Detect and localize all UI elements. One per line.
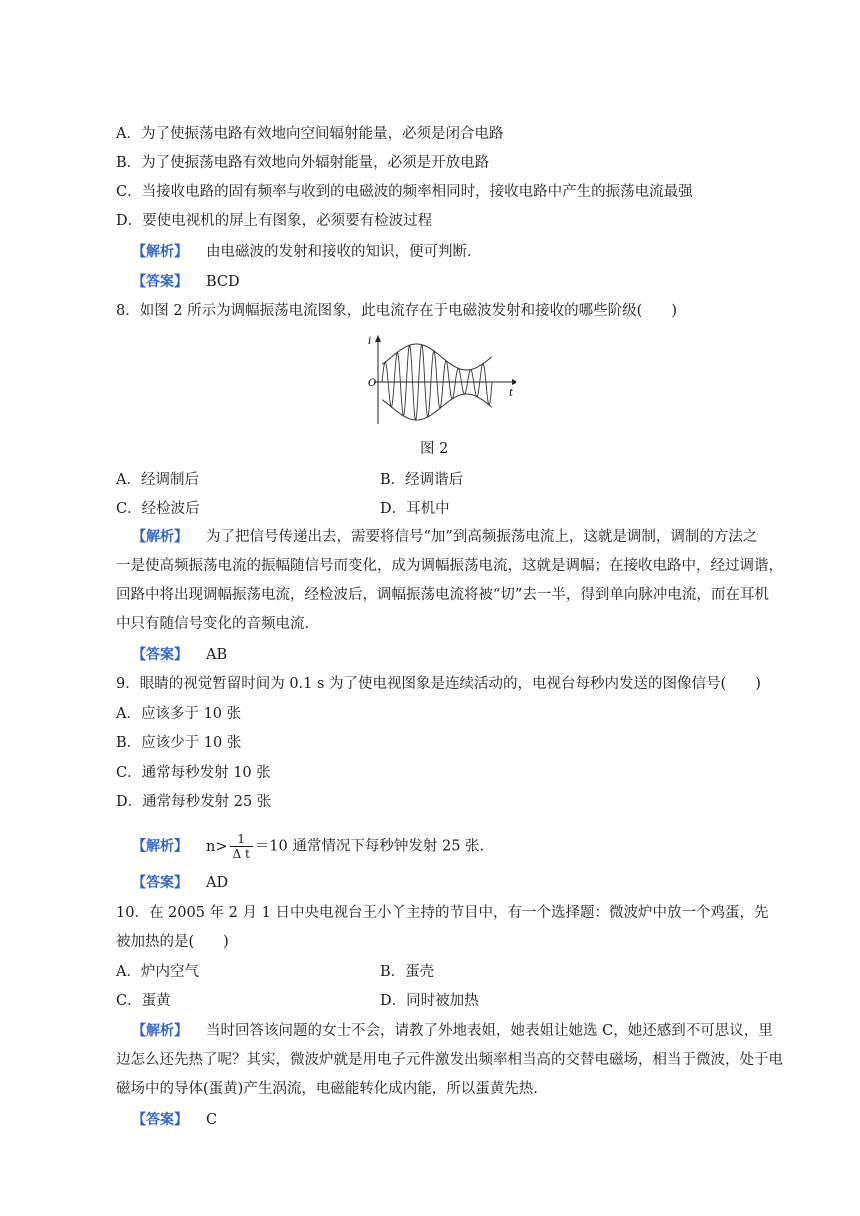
analysis xyxy=(132,527,757,547)
analysis-line: 回路中将出现调幅振荡电流，经检波后，调幅振荡电流将被“切”去一半，得到单向脉冲电流，而在耳机 xyxy=(116,587,769,603)
question-stem: 8．如图 2 所示为调幅振荡电流图象，此电流存在于电磁波发射和接收的哪些阶级( ) xyxy=(116,303,677,319)
analysis-text: 当时回答该问题的女士不会，请教了外地表姐，她表姐让她选 C，她还感到不可思议，里 xyxy=(206,1023,773,1039)
i-label: i xyxy=(368,336,372,347)
analysis-text-pre: n> xyxy=(206,838,228,855)
option-c: C．蛋黄 xyxy=(116,993,171,1009)
option-d: D．同时被加热 xyxy=(380,993,479,1009)
answer-label: 【答案】 xyxy=(132,274,188,290)
i-axis-arrow xyxy=(375,335,381,342)
option-b: B．蛋壳 xyxy=(380,964,435,980)
answer xyxy=(132,1110,217,1130)
fraction-numerator: 1 xyxy=(230,832,253,847)
option-b: B．应该少于 10 张 xyxy=(116,735,242,751)
modulated-current-figure xyxy=(366,332,516,428)
envelope-lower xyxy=(382,394,492,420)
analysis-line: 边怎么还先热了呢？其实，微波炉就是用电子元件激发出频率相当高的交替电磁场，相当于微波，处于电 xyxy=(116,1052,783,1068)
analysis-label: 【解析】 xyxy=(132,529,188,545)
analysis-text: 为了把信号传递出去，需要将信号“加”到高频振荡电流上，这就是调制，调制的方法之 xyxy=(206,529,758,545)
origin-label: O xyxy=(368,378,377,389)
analysis-label: 【解析】 xyxy=(132,838,188,855)
fraction xyxy=(230,832,253,861)
question-stem-cont: 被加热的是( ) xyxy=(116,934,229,950)
option-a: A．为了使振荡电路有效地向空间辐射能量，必须是闭合电路 xyxy=(116,126,504,142)
option-b: B．为了使振荡电路有效地向外辐射能量，必须是开放电路 xyxy=(116,155,490,171)
analysis-line: 磁场中的导体(蛋黄)产生涡流，电磁能转化成内能，所以蛋黄先热. xyxy=(116,1081,538,1097)
option-a: A．炉内空气 xyxy=(116,964,199,980)
answer-text: BCD xyxy=(206,274,240,290)
analysis-text: 由电磁波的发射和接收的知识，便可判断. xyxy=(206,244,472,260)
question-stem: 9．眼睛的视觉暂留时间为 0.1 s 为了使电视图象是连续活动的，电视台每秒内发送的图像信号( ) xyxy=(116,676,761,692)
analysis-line: 一是使高频振荡电流的振幅随信号而变化，成为调幅振荡电流，这就是调幅；在接收电路中，经过调谐， xyxy=(116,558,783,574)
option-b: B．经调谐后 xyxy=(380,472,464,488)
option-d: D．要使电视机的屏上有图象，必须要有检波过程 xyxy=(116,213,433,229)
option-d: D．耳机中 xyxy=(380,501,450,517)
option-c: C．经检波后 xyxy=(116,501,200,517)
option-a: A．经调制后 xyxy=(116,472,199,488)
analysis xyxy=(132,832,484,861)
analysis-label: 【解析】 xyxy=(132,244,188,260)
answer-text: C xyxy=(206,1112,218,1128)
answer xyxy=(132,645,227,665)
option-c: C．通常每秒发射 10 张 xyxy=(116,765,271,781)
analysis-text-post: ＝10 通常情况下每秒钟发射 25 张. xyxy=(254,838,485,855)
option-c: C．当接收电路的固有频率与收到的电磁波的频率相同时，接收电路中产生的振荡电流最强 xyxy=(116,184,693,200)
analysis xyxy=(132,1021,773,1041)
answer xyxy=(132,272,240,292)
answer-label: 【答案】 xyxy=(132,1112,188,1128)
answer-label: 【答案】 xyxy=(132,875,188,891)
answer-label: 【答案】 xyxy=(132,647,188,663)
analysis-label: 【解析】 xyxy=(132,1023,188,1039)
analysis xyxy=(132,242,472,262)
t-axis-arrow xyxy=(512,379,516,385)
question-stem: 10．在 2005 年 2 月 1 日中央电视台王小丫主持的节目中，有一个选择题：微波炉中放一个鸡蛋，先 xyxy=(116,905,769,921)
answer-text: AD xyxy=(206,875,229,891)
option-d: D．通常每秒发射 25 张 xyxy=(116,794,272,810)
option-a: A．应该多于 10 张 xyxy=(116,706,242,722)
figure-caption: 图 2 xyxy=(420,441,449,457)
fraction-denominator: Δ t xyxy=(232,847,250,861)
analysis-line: 中只有随信号变化的音频电流. xyxy=(116,616,310,632)
answer xyxy=(132,873,228,893)
t-label: t xyxy=(509,388,514,399)
answer-text: AB xyxy=(206,647,228,663)
